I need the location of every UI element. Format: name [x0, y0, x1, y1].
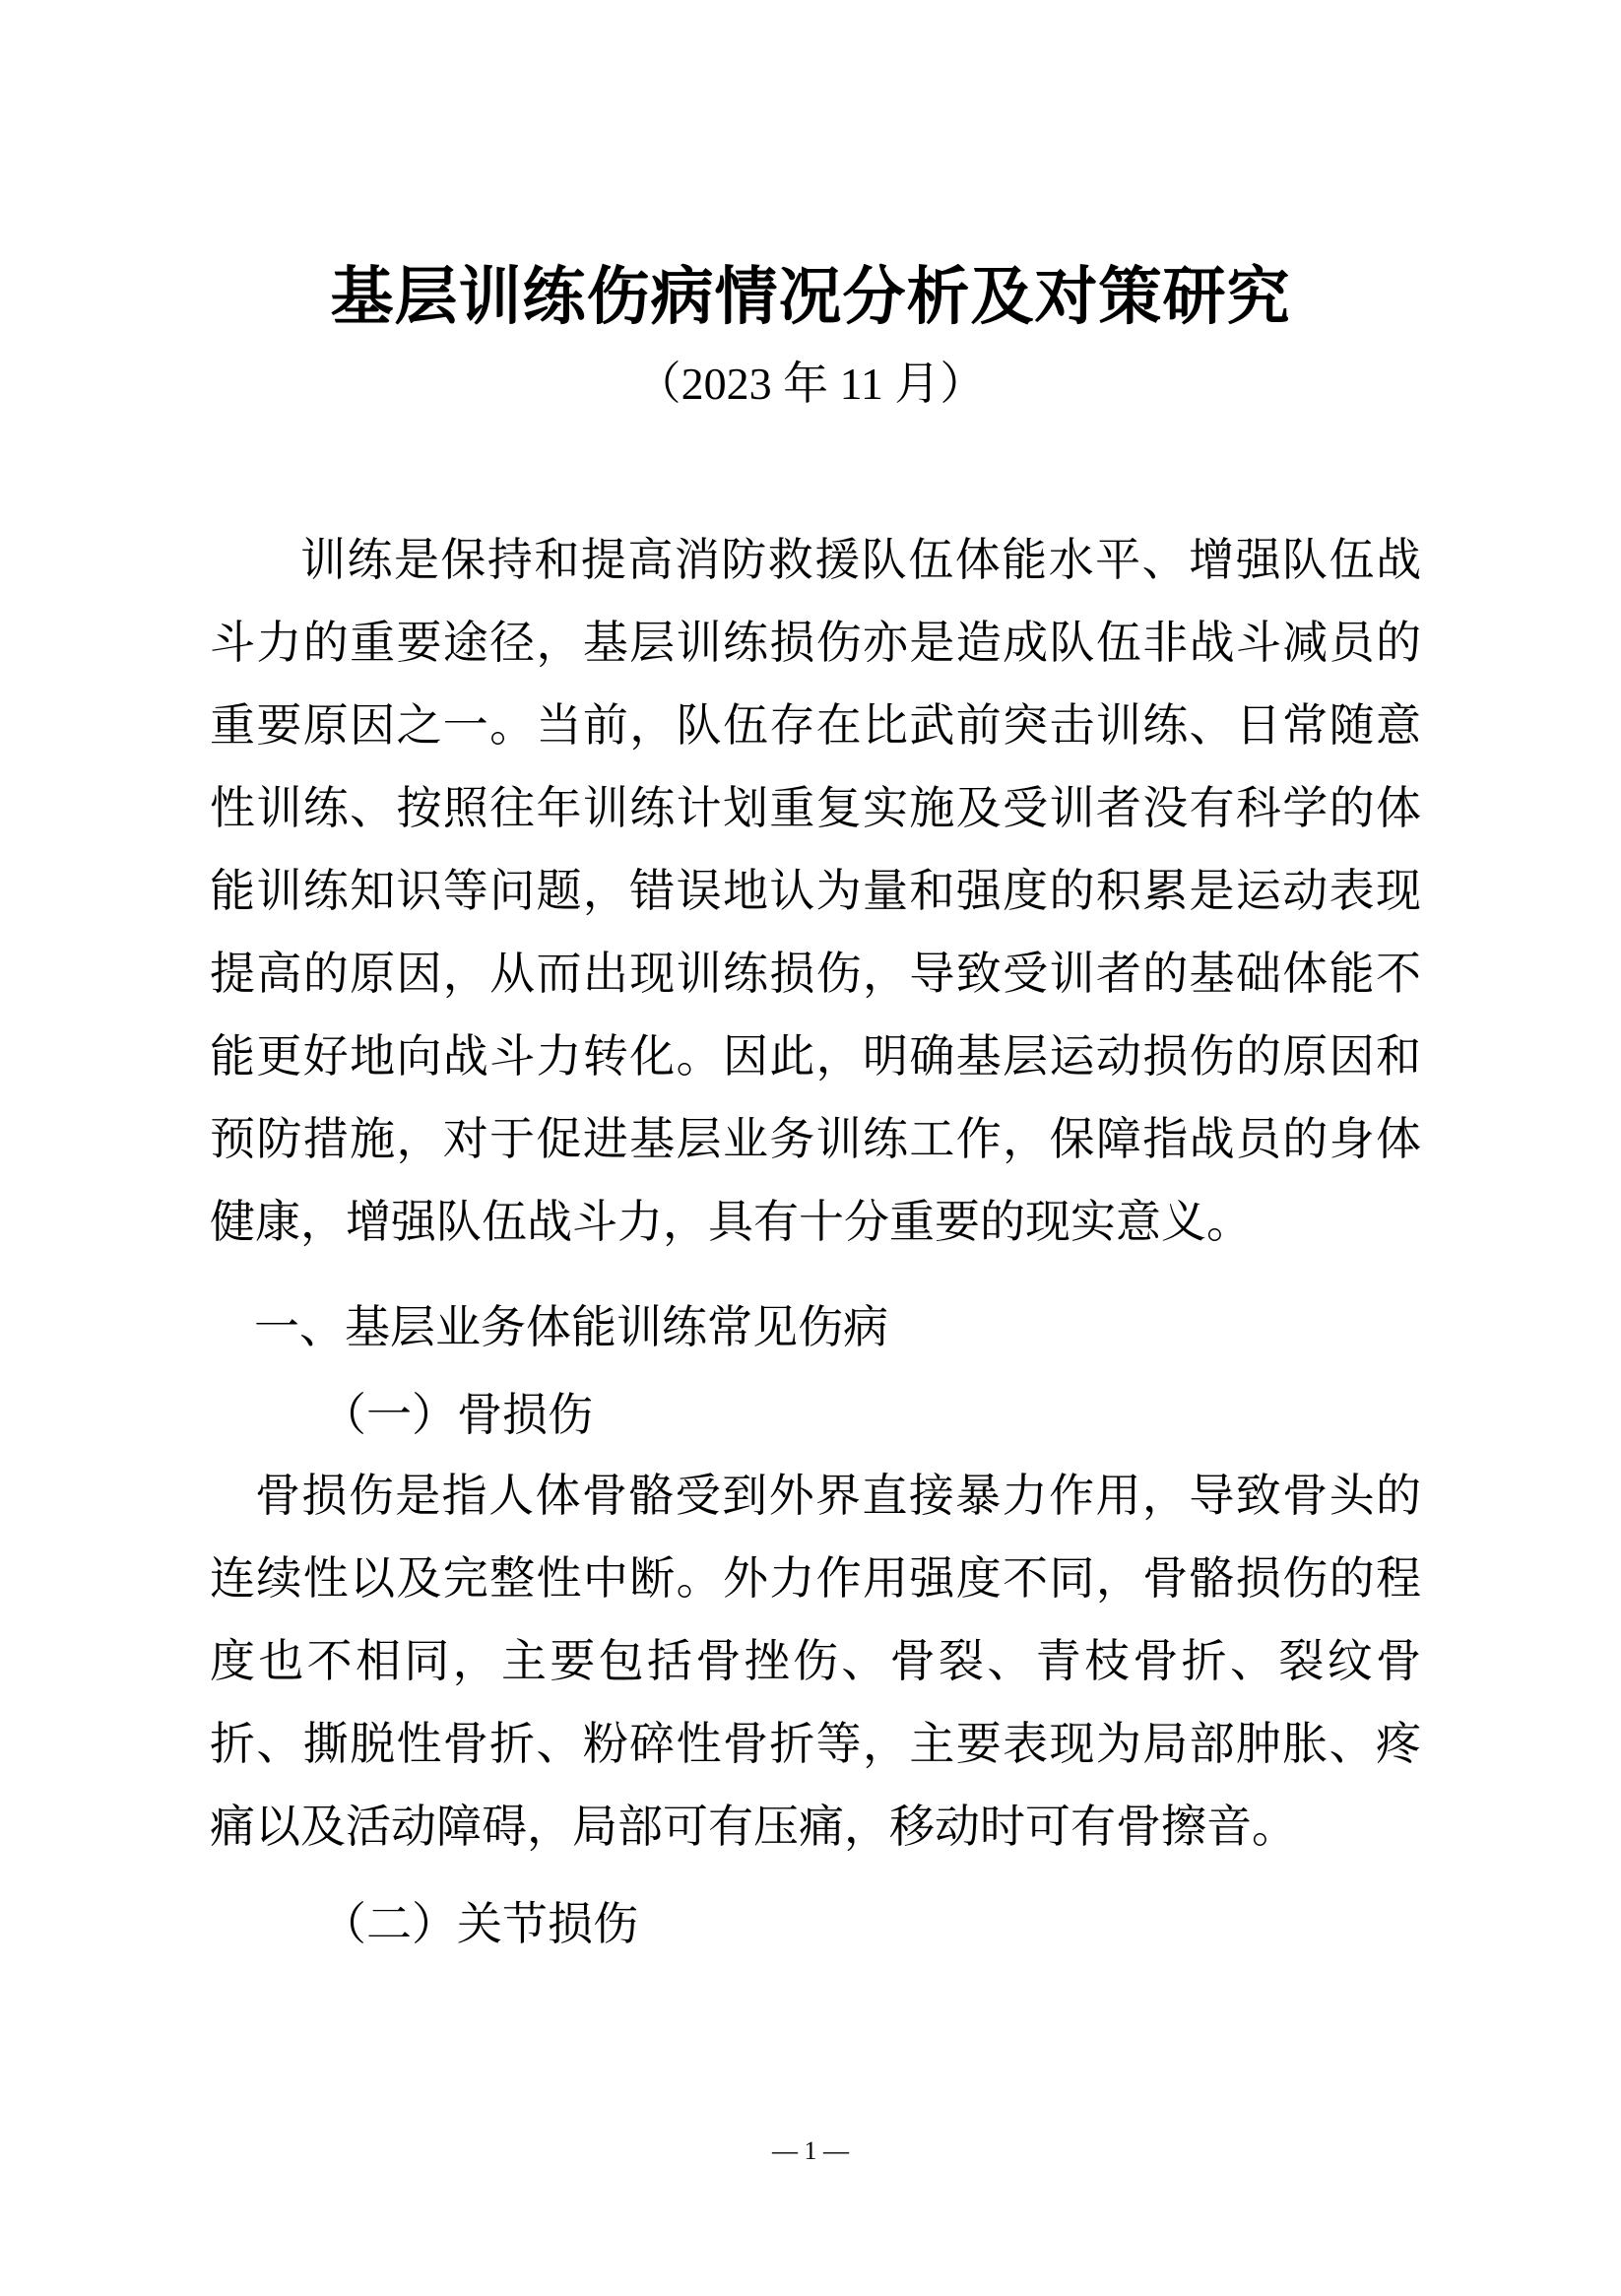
intro-paragraph: 训练是保持和提高消防救援队伍体能水平、增强队伍战斗力的重要途径，基层训练损伤亦是造成队伍非战斗减员的重要原因之一。当前，队伍存在比武前突击训练、日常随意性训练、按照往年训练计划重复实施及受训者没有科学的体能训练知识等问题，错误地认为量和强度的积累是运动表现提高的原因，从而出现训练损伤，导致受训者的基础体能不能更好地向战斗力转化。因此，明确基层运动损伤的原因和预防措施，对于促进基层业务训练工作，保障指战员的身体健康，增强队伍战斗力，具有十分重要的现实意义。 [210, 533, 1421, 1248]
subsection-heading-bone-injury: （一）骨损伤 [321, 1388, 593, 1441]
document-title: 基层训练伤病情况分析及对策研究 [330, 260, 1291, 334]
section-heading: 一、基层业务体能训练常见伤病 [254, 1300, 888, 1353]
bone-injury-paragraph: 骨损伤是指人体骨骼受到外界直接暴力作用，导致骨头的连续性以及完整性中断。外力作用强度不同，骨骼损伤的程度也不相同，主要包括骨挫伤、骨裂、青枝骨折、裂纹骨折、撕脱性骨折、粉碎性骨折等，主要表现为局部肿胀、疼痛以及活动障碍，局部可有压痛，移动时可有骨擦音。 [210, 1469, 1421, 1853]
document-date: （2023 年 11 月） [635, 359, 986, 409]
page-number: — 1 — [772, 2136, 849, 2165]
subsection-heading-joint-injury: （二）关节损伤 [321, 1897, 638, 1950]
